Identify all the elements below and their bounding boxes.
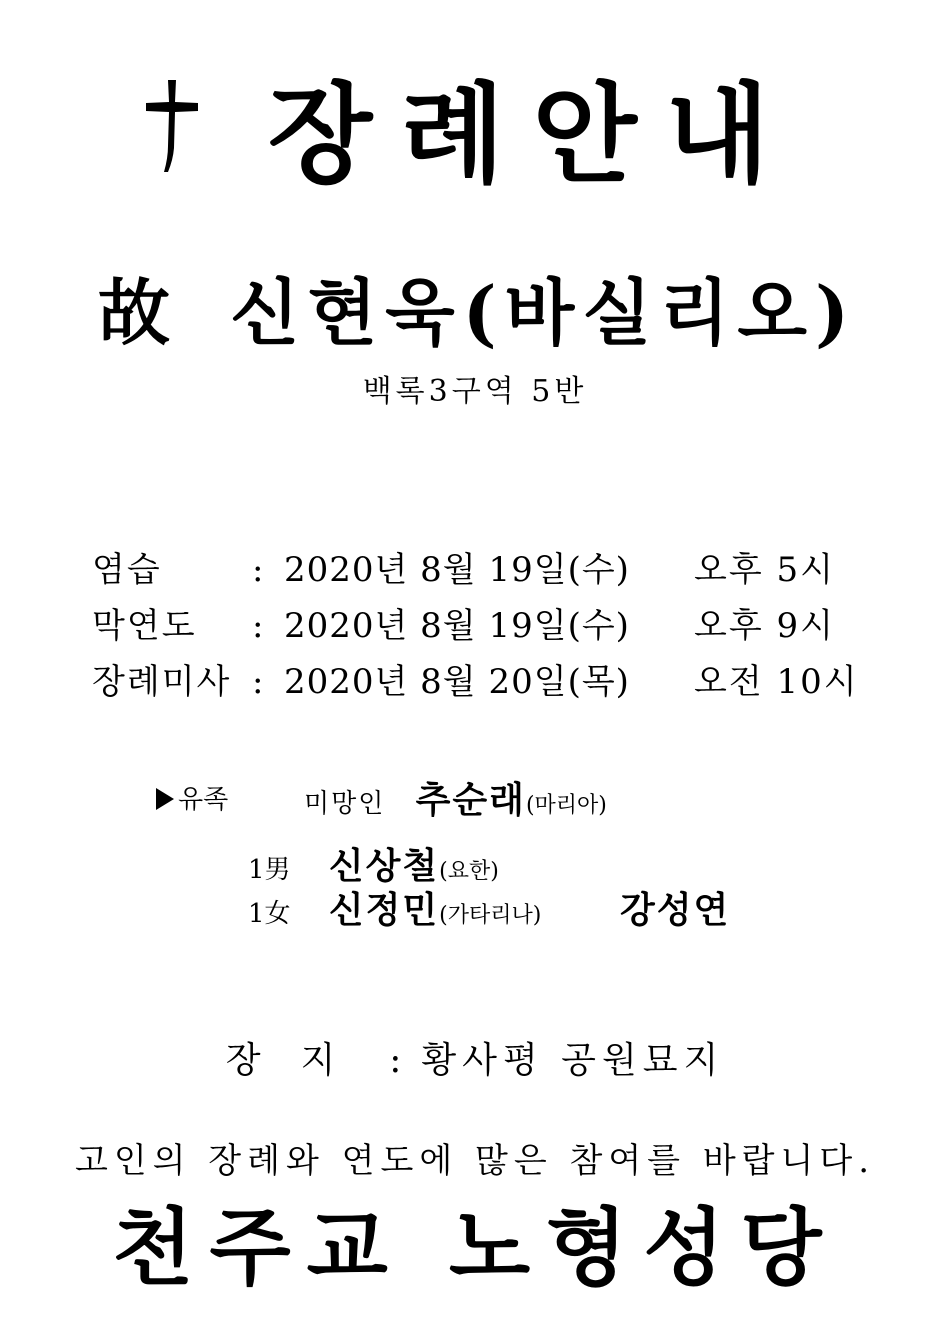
closing-message: 고인의 장례와 연도에 많은 참여를 바랍니다.	[74, 1141, 876, 1181]
son-name: 신상철	[328, 845, 440, 887]
spouse-name: 추순래	[415, 779, 526, 821]
schedule-date: 2020년 8월 19일(수)	[284, 550, 630, 590]
burial-label: 장지	[225, 1040, 376, 1081]
schedule-row-yeomseup	[92, 548, 912, 592]
family-daughter-row	[248, 890, 541, 936]
church-name: 천주교 노형성당	[112, 1198, 838, 1297]
family-heading: 유족	[178, 785, 229, 815]
schedule-label: 염습	[92, 550, 162, 590]
schedule-time: 오후 5시	[694, 550, 835, 590]
family-son-row	[248, 846, 499, 892]
burial-line	[0, 1036, 950, 1086]
son-relation: 1男	[248, 855, 291, 885]
burial-place: 황사평 공원묘지	[421, 1040, 725, 1081]
family-son-in-law	[620, 890, 730, 934]
burial-colon: :	[389, 1040, 408, 1081]
schedule-colon: :	[252, 662, 264, 702]
daughter-name: 신정민	[328, 889, 440, 931]
family-heading-row	[156, 780, 228, 820]
spouse-baptismal-name: (마리아)	[525, 793, 607, 818]
schedule-label: 장례미사	[92, 662, 232, 702]
schedule-time: 오전 10시	[694, 662, 859, 702]
daughter-baptismal-name: (가타리나)	[439, 903, 542, 928]
page-title: 장례안내	[268, 72, 798, 198]
schedule-time: 오후 9시	[694, 606, 835, 646]
family-spouse-row	[304, 780, 607, 826]
deceased-name: 신현욱(바실리오)	[230, 270, 858, 355]
schedule-date: 2020년 8월 20일(목)	[284, 662, 630, 702]
latin-cross-icon	[140, 76, 204, 176]
son-in-law-name: 강성연	[620, 889, 731, 931]
spouse-relation: 미망인	[304, 789, 386, 819]
triangle-bullet-icon	[156, 788, 174, 810]
deceased-address: 백록3구역 5반	[362, 374, 588, 409]
schedule-colon: :	[252, 606, 264, 646]
title-row	[0, 70, 950, 200]
schedule-row-funeral-mass	[92, 660, 912, 704]
son-baptismal-name: (요한)	[439, 859, 499, 884]
schedule-label: 막연도	[92, 606, 197, 646]
deceased-prefix: 故	[98, 270, 179, 355]
daughter-relation: 1女	[248, 899, 291, 929]
schedule-date: 2020년 8월 19일(수)	[284, 606, 630, 646]
schedule-row-makyeondo	[92, 604, 912, 648]
deceased-line	[98, 268, 857, 358]
schedule-colon: :	[252, 550, 264, 590]
